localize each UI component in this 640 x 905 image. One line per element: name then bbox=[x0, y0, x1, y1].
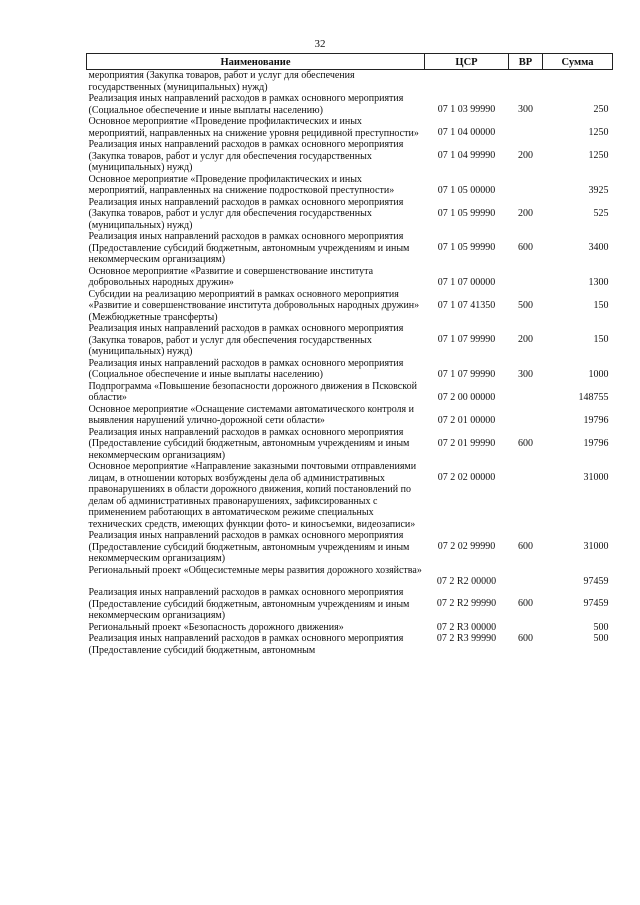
row-csr-cell: 07 2 01 99990 bbox=[437, 437, 496, 449]
row-name-cell: Реализация иных направлений расходов в рамках основного мероприятия (Предоставление субсидий бюджетным, автономным bbox=[88, 633, 404, 656]
row-sum-cell: 97459 bbox=[583, 575, 609, 587]
row-name-cell: Региональный проект «Общесистемные меры развития дорожного хозяйства» bbox=[88, 564, 422, 576]
row-name-cell: Основное мероприятие «Оснащение системами автоматического контроля и выявления нарушений улично-дорожной сети области» bbox=[88, 403, 415, 426]
row-csr-cell: 07 1 07 41350 bbox=[437, 299, 496, 311]
table-row bbox=[87, 358, 613, 381]
row-name-cell: Реализация иных направлений расходов в рамках основного мероприятия (Предоставление субсидий бюджетным, автономным учреждениям и иным некоммерческим организациям) bbox=[88, 231, 410, 265]
row-vr-cell: 200 bbox=[518, 334, 533, 345]
table-header-row bbox=[87, 54, 613, 70]
page-number: 32 bbox=[314, 38, 326, 50]
header-vr: ВР bbox=[509, 54, 543, 70]
row-sum-cell: 19796 bbox=[583, 414, 609, 426]
table-row bbox=[87, 266, 613, 289]
row-csr-cell bbox=[425, 70, 509, 94]
row-name-cell: Реализация иных направлений расходов в рамках основного мероприятия (Социальное обеспечение и иные выплаты населению) bbox=[88, 93, 404, 116]
row-vr-cell bbox=[509, 116, 543, 139]
row-sum-cell: 31000 bbox=[583, 541, 609, 552]
row-name-cell: Реализация иных направлений расходов в рамках основного мероприятия (Предоставление субсидий бюджетным, автономным учреждениям и иным некоммерческим организациям) bbox=[88, 426, 410, 461]
row-csr-cell: 07 2 R3 00000 bbox=[436, 621, 497, 633]
row-name-cell: Подпрограмма «Повышение безопасности дорожного движения в Псковской области» bbox=[88, 380, 417, 403]
row-vr-cell bbox=[509, 622, 543, 634]
table-row bbox=[87, 289, 613, 324]
row-sum-cell: 3400 bbox=[588, 242, 609, 253]
row-csr-cell: 07 1 04 00000 bbox=[437, 127, 496, 138]
table-row bbox=[87, 404, 613, 427]
row-sum-cell: 250 bbox=[593, 104, 609, 115]
row-sum-cell: 19796 bbox=[583, 437, 609, 449]
row-sum-cell: 1250 bbox=[588, 150, 609, 161]
row-vr-cell: 300 bbox=[518, 104, 533, 115]
row-sum-cell: 1300 bbox=[588, 276, 609, 288]
row-vr-cell: 600 bbox=[518, 541, 533, 552]
row-sum-cell: 3925 bbox=[588, 184, 609, 196]
table-row bbox=[87, 461, 613, 530]
row-csr-cell: 07 2 R2 99990 bbox=[436, 598, 497, 609]
row-name-cell: Субсидии на реализацию мероприятий в рамках основного мероприятия «Развитие и совершенствование института добровольных народных дружин» (Межбюджетные трансферты) bbox=[88, 288, 420, 323]
row-sum-cell: 148755 bbox=[578, 391, 609, 403]
row-name-cell: Основное мероприятие «Направление заказными почтовыми отправлениями лицам, в отношении которых возбуждены дела об административных правонарушениях в области дорожного движения, копий постановлений по делам об административных правонарушениях, зафиксированных с применением работающих в автоматическом режиме специальных технических средств, имеющих функции фото- и киносъемки, видеозаписи» bbox=[88, 461, 417, 530]
row-sum-cell: 150 bbox=[593, 299, 609, 311]
row-csr-cell: 07 1 05 00000 bbox=[437, 184, 496, 196]
row-sum-cell bbox=[543, 70, 613, 94]
row-name-cell: Реализация иных направлений расходов в рамках основного мероприятия (Предоставление субсидий бюджетным, автономным учреждениям и иным некоммерческим организациям) bbox=[88, 530, 410, 564]
table-row bbox=[87, 622, 613, 634]
row-sum-cell: 500 bbox=[593, 633, 609, 644]
table-row bbox=[87, 565, 613, 588]
table-row bbox=[87, 323, 613, 358]
header-csr: ЦСР bbox=[425, 54, 509, 70]
table-row bbox=[87, 116, 613, 139]
table-row bbox=[87, 139, 613, 174]
row-vr-cell bbox=[509, 381, 543, 404]
row-sum-cell: 31000 bbox=[583, 472, 609, 483]
row-name-cell: Реализация иных направлений расходов в рамках основного мероприятия (Предоставление субсидий бюджетным, автономным учреждениям и иным некоммерческим организациям) bbox=[88, 587, 410, 621]
row-sum-cell: 1000 bbox=[588, 368, 609, 380]
row-name-cell: Основное мероприятие «Развитие и совершенствование института добровольных народных дружин» bbox=[88, 265, 374, 288]
row-name-cell: Реализация иных направлений расходов в рамках основного мероприятия (Закупка товаров, работ и услуг для обеспечения государственных (муниципальных) нужд) bbox=[88, 196, 404, 231]
row-vr-cell bbox=[509, 266, 543, 289]
row-name-cell: мероприятия (Закупка товаров, работ и услуг для обеспечения государственных (муниципальных) нужд) bbox=[88, 70, 355, 93]
row-sum-cell: 97459 bbox=[583, 598, 609, 609]
row-csr-cell: 07 2 00 00000 bbox=[437, 391, 496, 403]
row-vr-cell: 600 bbox=[518, 598, 533, 609]
row-name-cell: Основное мероприятие «Проведение профилактических и иных мероприятий, направленных на снижение уровня рецидивной преступности» bbox=[88, 116, 419, 139]
row-sum-cell: 500 bbox=[593, 621, 609, 633]
row-csr-cell: 07 2 R3 99990 bbox=[436, 633, 497, 644]
row-vr-cell: 200 bbox=[518, 207, 533, 219]
row-csr-cell: 07 2 02 99990 bbox=[437, 541, 496, 552]
row-name-cell: Основное мероприятие «Проведение профилактических и иных мероприятий, направленных на снижение подростковой преступности» bbox=[88, 173, 395, 196]
row-name-cell: Реализация иных направлений расходов в рамках основного мероприятия (Закупка товаров, работ и услуг для обеспечения государственных (муниципальных) нужд) bbox=[88, 323, 404, 357]
table-row bbox=[87, 70, 613, 94]
row-csr-cell: 07 1 07 99990 bbox=[437, 368, 496, 380]
table-row bbox=[87, 174, 613, 197]
table-row bbox=[87, 381, 613, 404]
row-sum-cell: 1250 bbox=[588, 127, 609, 138]
table-row bbox=[87, 530, 613, 565]
row-csr-cell: 07 1 05 99990 bbox=[437, 242, 496, 253]
row-csr-cell: 07 1 03 99990 bbox=[437, 104, 496, 115]
row-vr-cell bbox=[509, 404, 543, 427]
row-vr-cell: 200 bbox=[518, 150, 533, 161]
row-vr-cell: 300 bbox=[518, 368, 533, 380]
header-name: Наименование bbox=[87, 54, 425, 70]
row-csr-cell: 07 1 07 99990 bbox=[437, 334, 496, 345]
row-csr-cell: 07 2 01 00000 bbox=[437, 414, 496, 426]
row-csr-cell: 07 2 02 00000 bbox=[437, 472, 496, 483]
row-vr-cell: 500 bbox=[518, 299, 533, 311]
budget-table bbox=[86, 53, 613, 656]
row-vr-cell: 600 bbox=[518, 437, 533, 449]
row-name-cell: Региональный проект «Безопасность дорожного движения» bbox=[88, 621, 344, 633]
table-row bbox=[87, 587, 613, 622]
row-vr-cell: 600 bbox=[518, 242, 533, 253]
row-vr-cell bbox=[509, 70, 543, 94]
table-row bbox=[87, 427, 613, 462]
table-row bbox=[87, 231, 613, 266]
row-csr-cell: 07 2 R2 00000 bbox=[436, 575, 497, 587]
table-body bbox=[87, 70, 613, 657]
row-name-cell: Реализация иных направлений расходов в рамках основного мероприятия (Закупка товаров, работ и услуг для обеспечения государственных (муниципальных) нужд) bbox=[88, 139, 404, 173]
row-name-cell: Реализация иных направлений расходов в рамках основного мероприятия (Социальное обеспечение и иные выплаты населению) bbox=[88, 357, 404, 380]
row-sum-cell: 525 bbox=[593, 207, 609, 219]
row-csr-cell: 07 1 04 99990 bbox=[437, 150, 496, 161]
row-vr-cell bbox=[509, 174, 543, 197]
row-vr-cell bbox=[509, 461, 543, 530]
table-row bbox=[87, 197, 613, 232]
row-sum-cell: 150 bbox=[593, 334, 609, 345]
table-row bbox=[87, 633, 613, 656]
header-sum: Сумма bbox=[543, 54, 613, 70]
row-csr-cell: 07 1 05 99990 bbox=[437, 207, 496, 219]
row-csr-cell: 07 1 07 00000 bbox=[437, 276, 496, 288]
row-vr-cell bbox=[509, 565, 543, 588]
row-vr-cell: 600 bbox=[518, 633, 533, 644]
table-row bbox=[87, 93, 613, 116]
